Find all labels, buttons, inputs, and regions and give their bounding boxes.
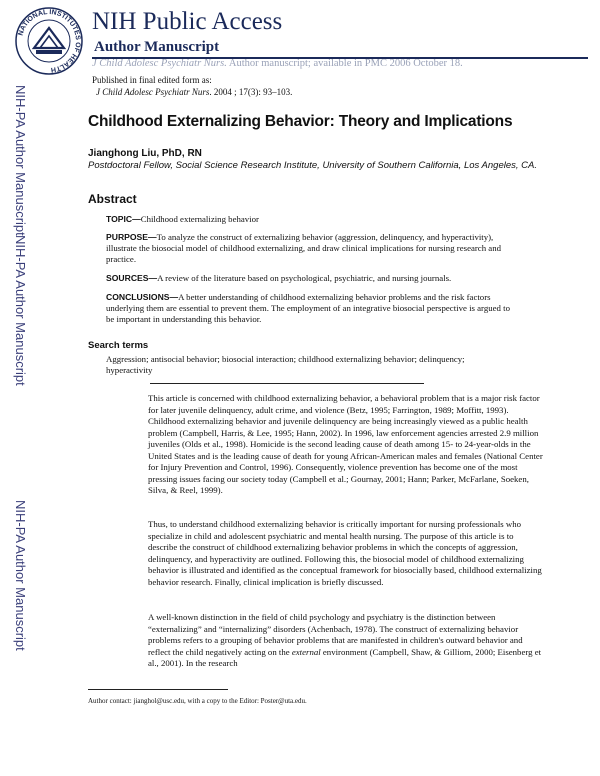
nih-seal-logo <box>14 6 84 76</box>
published-label: Published in final edited form as: <box>92 75 212 85</box>
logo-seal-text: NATIONAL INSTITUTES OF HEALTH <box>17 8 82 74</box>
conclusions-label: CONCLUSIONS— <box>106 292 179 302</box>
body-p3-italic: external <box>291 646 321 657</box>
citation-line <box>96 87 292 97</box>
purpose-label: PURPOSE— <box>106 232 157 242</box>
side-watermark: NIH-PA Author Manuscript <box>13 500 28 651</box>
author-manuscript-label: Author Manuscript <box>94 39 220 55</box>
body-paragraph-1: This article is concerned with childhood externalizing behavior, a behavioral problem that is a major risk factor for later juvenile delinquency, adult crime, and violence (Betz, 1995; Farrington, 1989; Moffitt, 1993). Childhood externalizing behavior and juvenile delinquency are being increasingly viewed as a public health problem (Campbell, Harris, & Lee, 1995; Hann, 2002). In 1996, law enforcement agencies arrested 2.9 million juveniles (Olds et al., 1998). Homicide is the second leading cause of death among 15- to 24-year-olds in the United States and is the leading cause of death for young African-American males and females (National Center for Injury Prevention and Control, 1996). Consequently, violence prevention has become one of the most pressing issues facing our society today (Campbell et al.; Gournay, 2001; Hann; Parker, McFarlane, Soeken, Silva, & Reel, 1999). <box>148 393 543 495</box>
author-affiliation: Postdoctoral Fellow, Social Science Research Institute, University of Southern California, Los Angeles, CA. <box>88 160 538 171</box>
citation-journal: J Child Adolesc Psychiatr Nurs <box>96 87 210 97</box>
footnote-divider <box>88 689 228 690</box>
section-divider <box>150 383 424 384</box>
search-terms-heading: Search terms <box>88 340 149 351</box>
search-terms-list: Aggression; antisocial behavior; biosocial interaction; childhood externalizing behavior; delinquency; hyperactivity <box>106 354 465 375</box>
body-p3-start: A well-known distinction in the field of child psychology and psychiatry is the distinction between “externalizing” and “internalizing” disorders (Achenbach, 1978). The construct of externalizing behavior problems refers to a grouping of behavior problems that are manifested in children's outward behavior and reflect the child negatively acting on the <box>148 612 523 657</box>
abstract-conclusions <box>106 292 514 325</box>
sources-text: A review of the literature based on psychological, psychiatric, and nursing journals. <box>157 273 452 283</box>
abstract-heading: Abstract <box>88 192 137 206</box>
topic-label: TOPIC— <box>106 214 141 224</box>
conclusions-text: A better understanding of childhood externalizing behavior problems and the risk factors underlying them are essential to prevent them. The employment of an integrative biosocial perspective is argued to be important in understanding this behavior. <box>106 292 510 324</box>
body-paragraph-3 <box>148 612 544 670</box>
article-title: Childhood Externalizing Behavior: Theory and Implications <box>88 113 513 130</box>
abstract-sources <box>106 273 514 284</box>
svg-text:NATIONAL INSTITUTES OF HEALTH <box>18 9 82 73</box>
topic-text: Childhood externalizing behavior <box>140 214 259 224</box>
citation-details: . 2004 ; 17(3): 93–103. <box>209 87 293 97</box>
journal-availability-line <box>92 58 463 69</box>
body-p3-end: environment (Campbell, Shaw, & Gilliom, 2000; Eisenberg et al., 2001). In the research <box>148 646 542 668</box>
nih-public-access-title: NIH Public Access <box>92 8 283 35</box>
purpose-text: To analyze the construct of externalizing behavior (aggression, delinquency, and hyperactivity), illustrate the biosocial model of childhood externalizing, and draw clinical implications for nursing research and practice. <box>106 232 502 264</box>
availability-note: Author manuscript; available in PMC 2006 October 18. <box>226 58 463 69</box>
sources-label: SOURCES— <box>106 273 158 283</box>
journal-short-name: J Child Adolesc Psychiatr Nurs. <box>92 58 227 69</box>
author-contact-footnote: Author contact: jianghol@usc.edu, with a copy to the Editor: Poster@uta.edu. <box>88 697 307 705</box>
abstract-purpose <box>106 232 514 265</box>
side-watermark: NIH-PA Author Manuscript <box>13 235 28 386</box>
side-watermark: NIH-PA Author Manuscript <box>13 85 28 236</box>
article-author: Jianghong Liu, PhD, RN <box>88 148 202 159</box>
body-paragraph-2: Thus, to understand childhood externalizing behavior is critically important for nursing professionals who specialize in child and adolescent psychiatric and mental health nursing. The purpose of this article is to describe the construct of childhood externalizing behavior problems in which the concepts of aggression, delinquency, and hyperactivity are outlined. Following this, the biosocial model of childhood externalizing behavior is illustrated and identified as the conceptual framework for biosocially based, childhood externalizing behavior research. Finally, clinical implication is briefly discussed. <box>148 519 542 587</box>
abstract-topic <box>106 214 514 225</box>
